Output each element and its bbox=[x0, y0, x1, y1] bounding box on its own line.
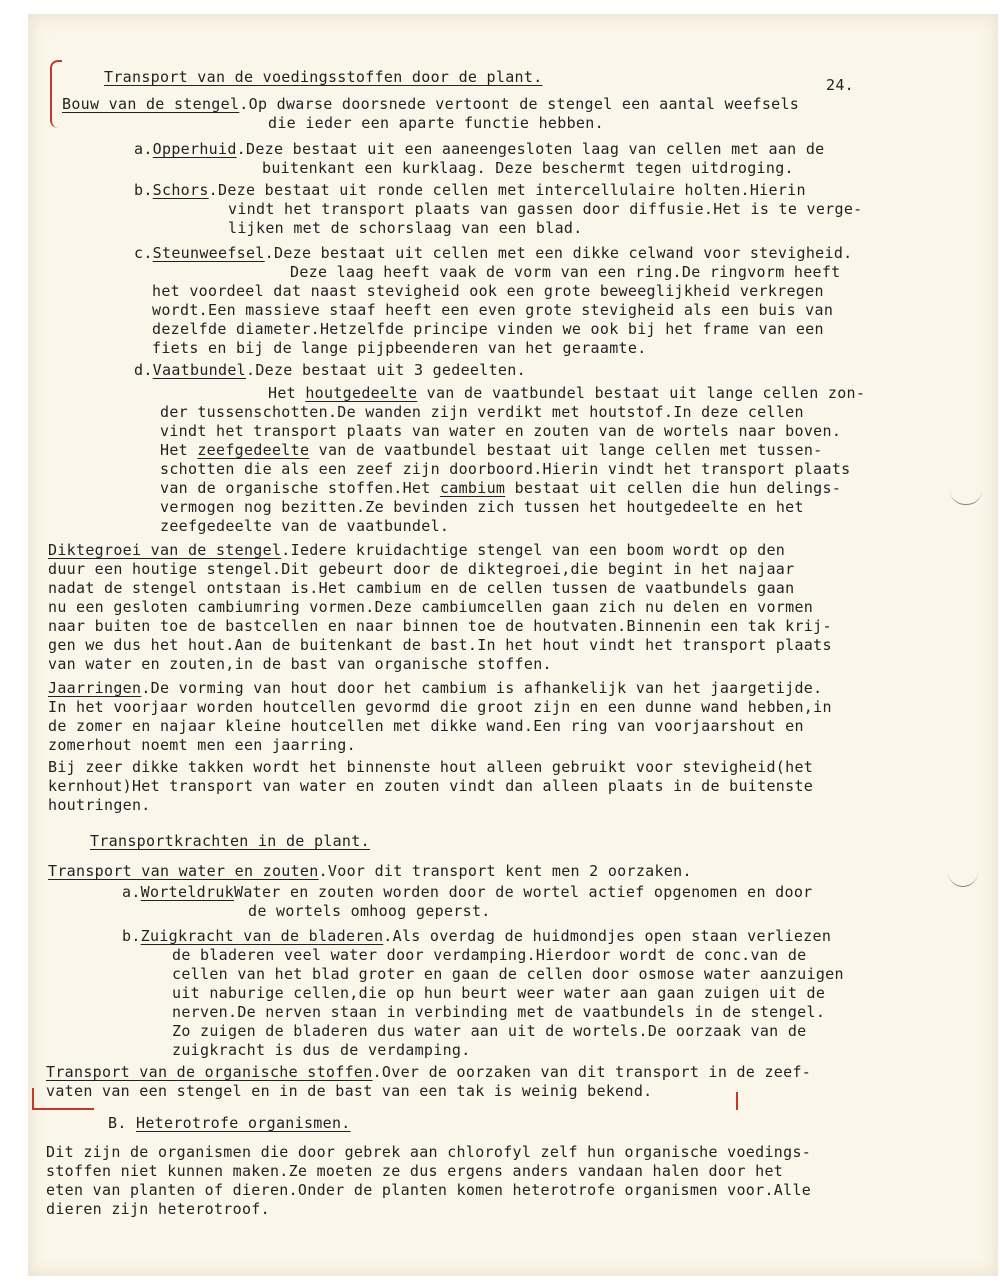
text-run: a. bbox=[122, 883, 141, 901]
text-line bbox=[48, 758, 813, 776]
text-line bbox=[48, 698, 832, 716]
page-title: Transport van de voedingsstoffen door de plant. bbox=[104, 68, 543, 86]
text-line bbox=[48, 777, 813, 795]
text-run: .De vorming van hout door het cambium is afhankelijk van het jaargetijde. bbox=[141, 679, 823, 697]
text-run: vindt het transport plaats van water en zouten van de wortels naar boven. bbox=[160, 422, 842, 440]
text-run: vindt het transport plaats van gassen door diffusie.Het is te verge- bbox=[228, 200, 863, 218]
text-run: cellen van het blad groter en gaan de cellen door osmose water aanzuigen bbox=[172, 965, 844, 983]
text-run: uit naburige cellen,die op hun beurt weer water aan gaan zuigen uit de bbox=[172, 984, 826, 1002]
text-run: vermogen nog bezitten.Ze bevinden zich tussen het houtgedeelte en het bbox=[160, 498, 804, 516]
text-run: wordt.Een massieve staaf heeft een even grote stevigheid als een buis van bbox=[152, 301, 834, 319]
red-bracket-top bbox=[50, 60, 62, 128]
text-line bbox=[48, 655, 552, 673]
text-run: B. bbox=[108, 1114, 136, 1132]
text-line bbox=[248, 902, 491, 920]
text-run: die ieder een aparte functie hebben. bbox=[268, 114, 604, 132]
text-line bbox=[152, 282, 824, 300]
text-run: Water en zouten worden door de wortel actief opgenomen en door bbox=[233, 883, 813, 901]
text-run: zeefgedeelte van de vaatbundel. bbox=[160, 517, 450, 535]
text-line bbox=[172, 946, 807, 964]
text-line bbox=[48, 862, 692, 880]
underlined-term: Worteldruk bbox=[140, 883, 234, 901]
text-line bbox=[48, 617, 832, 635]
text-run: lijken met de schorslaag van een blad. bbox=[228, 219, 583, 237]
text-run: d. bbox=[134, 361, 153, 379]
text-line bbox=[48, 796, 151, 814]
text-run: nu een gesloten cambiumring vormen.Deze cambiumcellen gaan zich nu delen en vormen bbox=[48, 598, 814, 616]
underlined-term: Transport van water en zouten bbox=[48, 862, 319, 880]
text-run: .Deze bestaat uit een aaneengesloten laag van cellen met aan de bbox=[236, 140, 825, 158]
text-line bbox=[160, 460, 850, 478]
text-line bbox=[46, 1181, 811, 1199]
text-run: zomerhout noemt men een jaarring. bbox=[48, 736, 356, 754]
text-line bbox=[160, 479, 841, 497]
text-line bbox=[160, 441, 823, 459]
text-line bbox=[122, 927, 831, 945]
text-line bbox=[172, 965, 844, 983]
text-line bbox=[46, 1200, 270, 1218]
text-run: van de vaatbundel bestaat uit lange cellen met tussen- bbox=[309, 441, 823, 459]
text-run: Zo zuigen de bladeren dus water aan uit de wortels.De oorzaak van de bbox=[172, 1022, 807, 1040]
text-run: .Deze bestaat uit ronde cellen met intercellulaire holten.Hierin bbox=[208, 181, 806, 199]
underlined-term: Vaatbundel bbox=[152, 361, 246, 379]
text-run: .Deze bestaat uit cellen met een dikke celwand voor stevigheid. bbox=[264, 244, 853, 262]
text-line bbox=[228, 200, 863, 218]
text-line bbox=[134, 244, 853, 262]
text-run: In het voorjaar worden houtcellen gevormd die groot zijn en een dunne wand hebben,in bbox=[48, 698, 832, 716]
text-run: nerven.De nerven staan in verbinding met de vaatbundels in de stengel. bbox=[172, 1003, 826, 1021]
text-run: Deze laag heeft vaak de vorm van een ring.De ringvorm heeft bbox=[290, 263, 841, 281]
text-run: Het bbox=[268, 384, 306, 402]
text-run: naar buiten toe de bastcellen en naar binnen toe de houtvaten.Binnenin een tak krij- bbox=[48, 617, 832, 635]
text-run: .Deze bestaat uit 3 gedeelten. bbox=[245, 361, 526, 379]
text-run: Bij zeer dikke takken wordt het binnenste hout alleen gebruikt voor stevigheid(het bbox=[48, 758, 814, 776]
text-run: .Over de oorzaken van dit transport in de zeef- bbox=[372, 1063, 812, 1081]
text-run: houtringen. bbox=[48, 796, 151, 814]
text-line bbox=[48, 598, 813, 616]
text-run: .Iedere kruidachtige stengel van een boom wordt op den bbox=[281, 541, 786, 559]
text-line bbox=[268, 384, 865, 402]
text-line bbox=[134, 181, 806, 199]
text-run: .Op dwarse doorsnede vertoont de stengel een aantal weefsels bbox=[239, 95, 800, 113]
text-line bbox=[62, 95, 799, 113]
text-line bbox=[290, 263, 841, 281]
text-line bbox=[48, 579, 794, 597]
text-line bbox=[152, 339, 647, 357]
text-run: c. bbox=[134, 244, 153, 262]
text-line bbox=[160, 422, 841, 440]
underlined-term: Jaarringen bbox=[48, 679, 142, 697]
text-line bbox=[48, 679, 822, 697]
text-line bbox=[160, 498, 804, 516]
text-run: het voordeel dat naast stevigheid ook een grote beweeglijkheid verkregen bbox=[152, 282, 824, 300]
text-run: de zomer en najaar kleine houtcellen met dikke wand.Een ring van voorjaarshout en bbox=[48, 717, 804, 735]
text-line bbox=[90, 832, 370, 850]
text-line bbox=[48, 541, 785, 559]
text-line bbox=[46, 1063, 811, 1081]
text-line bbox=[172, 984, 825, 1002]
text-run: der tussenschotten.De wanden zijn verdikt met houtstof.In deze cellen bbox=[160, 403, 804, 421]
text-line bbox=[152, 301, 833, 319]
text-line bbox=[228, 219, 583, 237]
text-run: buitenkant een kurklaag. Deze beschermt tegen uitdroging. bbox=[262, 159, 794, 177]
page-number: 24. bbox=[826, 76, 854, 94]
text-run: a. bbox=[134, 140, 153, 158]
underlined-term: cambium bbox=[439, 479, 506, 497]
text-run: zuigkracht is dus de verdamping. bbox=[172, 1041, 471, 1059]
text-line bbox=[134, 361, 526, 379]
text-run: gen we dus het hout.Aan de buitenkant de bast.In het hout vindt het transport plaats bbox=[48, 636, 832, 654]
text-run: b. bbox=[122, 927, 141, 945]
text-run: de wortels omhoog geperst. bbox=[248, 902, 491, 920]
text-run: duur een houtige stengel.Dit gebeurt door de diktegroei,die begint in het najaar bbox=[48, 560, 795, 578]
text-run: b. bbox=[134, 181, 153, 199]
text-run: dezelfde diameter.Hetzelfde principe vinden we ook bij het frame van een bbox=[152, 320, 824, 338]
text-line bbox=[46, 1082, 653, 1100]
text-line bbox=[48, 560, 794, 578]
text-run: bestaat uit cellen die hun delings- bbox=[505, 479, 842, 497]
text-line bbox=[268, 114, 604, 132]
underlined-term: Heterotrofe organismen. bbox=[136, 1114, 351, 1132]
text-run: .Als overdag de huidmondjes open staan verliezen bbox=[383, 927, 832, 945]
text-run: nadat de stengel ontstaan is.Het cambium en de cellen tussen de vaatbundels gaan bbox=[48, 579, 795, 597]
text-line bbox=[172, 1003, 825, 1021]
text-line bbox=[172, 1022, 807, 1040]
underlined-term: Diktegroei van de stengel bbox=[48, 541, 282, 559]
underlined-term: Schors bbox=[152, 181, 209, 199]
text-run: vaten van een stengel en in de bast van een tak is weinig bekend. bbox=[46, 1082, 653, 1100]
text-line bbox=[122, 883, 813, 901]
text-line bbox=[48, 717, 804, 735]
text-line bbox=[48, 636, 832, 654]
text-run: stoffen niet kunnen maken.Ze moeten ze dus ergens anders vandaan halen door het bbox=[46, 1162, 784, 1180]
underlined-term: houtgedeelte bbox=[305, 384, 418, 402]
text-line bbox=[46, 1143, 811, 1161]
text-line bbox=[108, 1114, 351, 1132]
underlined-term: Steunweefsel bbox=[152, 244, 265, 262]
text-run: kernhout)Het transport van water en zouten vindt dan alleen plaats in de buitenste bbox=[48, 777, 814, 795]
text-run: dieren zijn heterotroof. bbox=[46, 1200, 270, 1218]
text-line bbox=[152, 320, 824, 338]
text-run: eten van planten of dieren.Onder de planten komen heterotrofe organismen voor.Alle bbox=[46, 1181, 812, 1199]
text-line bbox=[160, 517, 449, 535]
text-run: .Voor dit transport kent men 2 oorzaken. bbox=[318, 862, 692, 880]
text-run: van de organische stoffen.Het bbox=[160, 479, 440, 497]
text-run: de bladeren veel water door verdamping.Hierdoor wordt de conc.van de bbox=[172, 946, 807, 964]
underlined-term: Opperhuid bbox=[152, 140, 237, 158]
text-line bbox=[46, 1162, 783, 1180]
underlined-term: zeefgedeelte bbox=[197, 441, 310, 459]
text-run: schotten die als een zeef zijn doorboord.Hierin vindt het transport plaats bbox=[160, 460, 851, 478]
text-run: van water en zouten,in de bast van organische stoffen. bbox=[48, 655, 552, 673]
underlined-term: Bouw van de stengel bbox=[62, 95, 240, 113]
text-run: Dit zijn de organismen die door gebrek aan chlorofyl zelf hun organische voedings- bbox=[46, 1143, 812, 1161]
text-line bbox=[262, 159, 794, 177]
text-run: fiets en bij de lange pijpbeenderen van het geraamte. bbox=[152, 339, 647, 357]
text-line bbox=[134, 140, 825, 158]
text-line bbox=[48, 736, 356, 754]
underlined-term: Zuigkracht van de bladeren bbox=[140, 927, 384, 945]
text-run: Het bbox=[160, 441, 198, 459]
red-tick-right bbox=[728, 1092, 738, 1110]
text-run: van de vaatbundel bestaat uit lange cellen zon- bbox=[417, 384, 866, 402]
underlined-term: Transport van de organische stoffen bbox=[46, 1063, 373, 1081]
text-line bbox=[172, 1041, 471, 1059]
text-line bbox=[160, 403, 804, 421]
underlined-term: Transportkrachten in de plant. bbox=[90, 832, 370, 850]
